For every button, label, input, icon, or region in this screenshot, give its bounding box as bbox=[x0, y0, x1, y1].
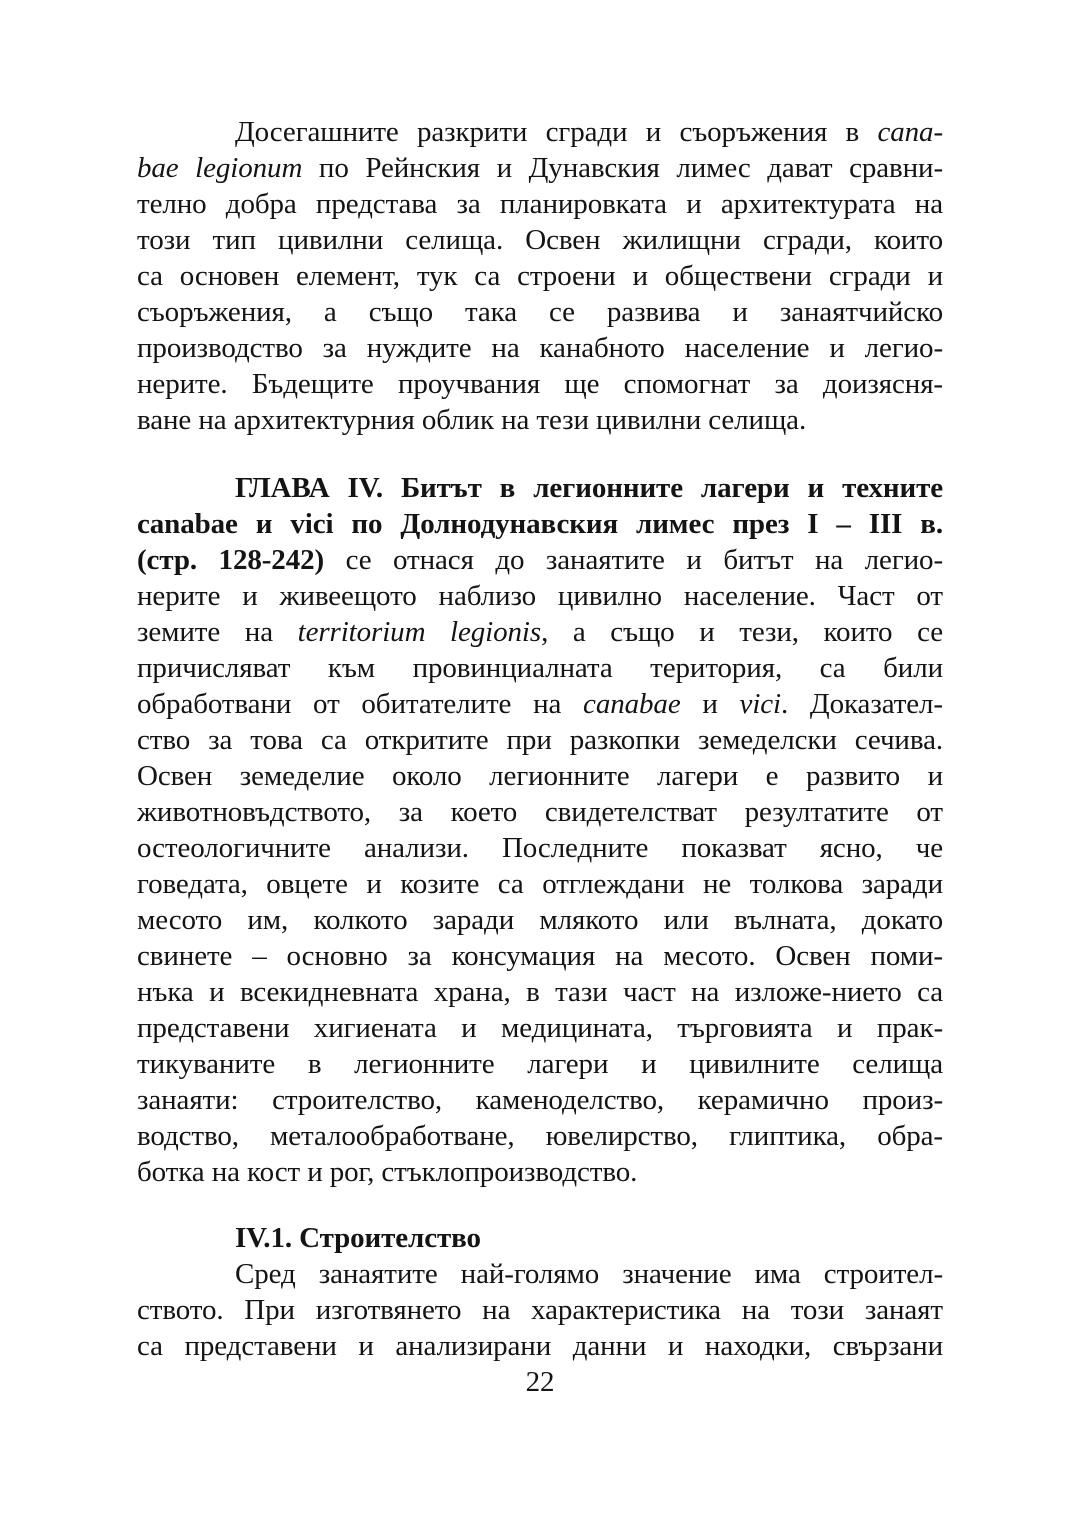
text-line bbox=[137, 506, 943, 542]
text-line bbox=[137, 294, 943, 330]
text-line bbox=[137, 830, 943, 866]
text-run: ство за това са откритите при разкопки земеделски сечива. bbox=[137, 724, 943, 756]
text-run: нерите и живеещото наблизо цивилно население. Част от bbox=[137, 580, 943, 612]
page-number: 22 bbox=[525, 1366, 555, 1398]
text-line bbox=[137, 614, 943, 650]
text-run: производство за нуждите на канабното население и легио- bbox=[137, 332, 943, 364]
text-line bbox=[137, 1010, 943, 1046]
text-line bbox=[137, 938, 943, 974]
text-run: водство, металообработване, ювелирство, глиптика, обра- bbox=[137, 1120, 943, 1152]
text-run: ване на архитектурния облик на тези цивилни селища. bbox=[137, 404, 807, 436]
text-run: ГЛАВА IV. Битът в легионните лагери и техните bbox=[235, 472, 943, 504]
text-run: причисляват към провинциалната територия, са били bbox=[137, 652, 943, 684]
text-line bbox=[137, 150, 943, 186]
text-line bbox=[137, 402, 943, 438]
text-run: животновъдството, за което свидетелстват резултатите от bbox=[137, 796, 943, 828]
text-line bbox=[137, 470, 943, 506]
text-run: обработвани от обитателите на bbox=[137, 688, 584, 720]
text-run: са представени и анализирани данни и находки, свързани bbox=[137, 1330, 943, 1362]
text-run: (стр. 128-242) bbox=[137, 544, 325, 576]
text-line bbox=[137, 1154, 943, 1190]
text-run: IV.1. Строителство bbox=[235, 1222, 481, 1254]
text-line bbox=[137, 186, 943, 222]
text-run: cana- bbox=[877, 116, 943, 148]
text-run: нерите. Бъдещите проучвания ще спомогнат за доизясня- bbox=[137, 368, 943, 400]
text-run: говедата, овцете и козите са отглеждани не толкова заради bbox=[137, 868, 943, 900]
text-line bbox=[137, 258, 943, 294]
text-line bbox=[137, 1328, 943, 1364]
text-run: canabae bbox=[583, 688, 681, 720]
text-line bbox=[137, 1046, 943, 1082]
text-line bbox=[137, 330, 943, 366]
text-line bbox=[137, 366, 943, 402]
intro-paragraph bbox=[137, 114, 943, 438]
text-line bbox=[137, 794, 943, 830]
text-line bbox=[137, 758, 943, 794]
text-block bbox=[137, 114, 943, 1400]
text-line bbox=[137, 902, 943, 938]
text-run: canabae и vici по Долнодунавския лимес през I – III в. bbox=[137, 508, 943, 540]
text-line bbox=[137, 1256, 943, 1292]
text-run: телно добра представа за планировката и архитектурата на bbox=[137, 188, 943, 220]
text-run: тикуваните в легионните лагери и цивилните селища bbox=[137, 1048, 943, 1080]
text-line bbox=[137, 866, 943, 902]
text-run: занаяти: строителство, каменоделство, керамично произ- bbox=[137, 1084, 943, 1116]
text-line bbox=[137, 974, 943, 1010]
text-line bbox=[137, 1082, 943, 1118]
text-run: се отнася до занаятите и битът на легио- bbox=[324, 544, 943, 576]
text-run: и bbox=[680, 688, 740, 720]
chapter-four-paragraph bbox=[137, 470, 943, 1190]
text-line bbox=[137, 222, 943, 258]
text-run: са основен елемент, тук са строени и обществени сгради и bbox=[137, 260, 943, 292]
text-line bbox=[137, 542, 943, 578]
text-line bbox=[137, 686, 943, 722]
text-run: земите на bbox=[137, 616, 298, 648]
text-line bbox=[137, 722, 943, 758]
construction-paragraph bbox=[137, 1256, 943, 1364]
text-run: месото им, колкото заради млякото или вълната, докато bbox=[137, 904, 943, 936]
text-run: , а също и тези, които се bbox=[541, 616, 943, 648]
text-run: . Доказател- bbox=[781, 688, 943, 720]
text-run: ботка на кост и рог, стъклопроизводство. bbox=[137, 1156, 638, 1188]
text-line bbox=[137, 1118, 943, 1154]
text-run: свинете – основно за консумация на месото. Освен поми- bbox=[137, 940, 943, 972]
text-run: този тип цивилни селища. Освен жилищни сгради, които bbox=[137, 224, 943, 256]
text-run: Освен земеделие около легионните лагери е развито и bbox=[137, 760, 943, 792]
text-line bbox=[137, 650, 943, 686]
text-line bbox=[137, 114, 943, 150]
text-run: нъка и всекидневната храна, в тази част на изложе-нието са bbox=[137, 976, 943, 1008]
text-run: съоръжения, а също така се развива и занаятчийско bbox=[137, 296, 943, 328]
subheading-iv1 bbox=[137, 1220, 943, 1256]
text-run: представени хигиената и медицината, търговията и прак- bbox=[137, 1012, 943, 1044]
text-line bbox=[137, 578, 943, 614]
text-run: Досегашните разкрити сгради и съоръжения в bbox=[235, 116, 878, 148]
text-run: остеологичните анализи. Последните показват ясно, че bbox=[137, 832, 943, 864]
text-run: vici bbox=[739, 688, 782, 720]
text-run: bae legionum bbox=[137, 152, 303, 184]
text-run: по Рейнския и Дунавския лимес дават сравни- bbox=[302, 152, 943, 184]
text-run: territorium legionis bbox=[297, 616, 542, 648]
text-line bbox=[137, 1292, 943, 1328]
text-line bbox=[137, 1220, 943, 1256]
text-run: Сред занаятите най-голямо значение има строител- bbox=[235, 1258, 943, 1290]
text-run: ството. При изготвянето на характеристика на този занаят bbox=[137, 1294, 943, 1326]
paragraphs-container bbox=[137, 114, 943, 1364]
